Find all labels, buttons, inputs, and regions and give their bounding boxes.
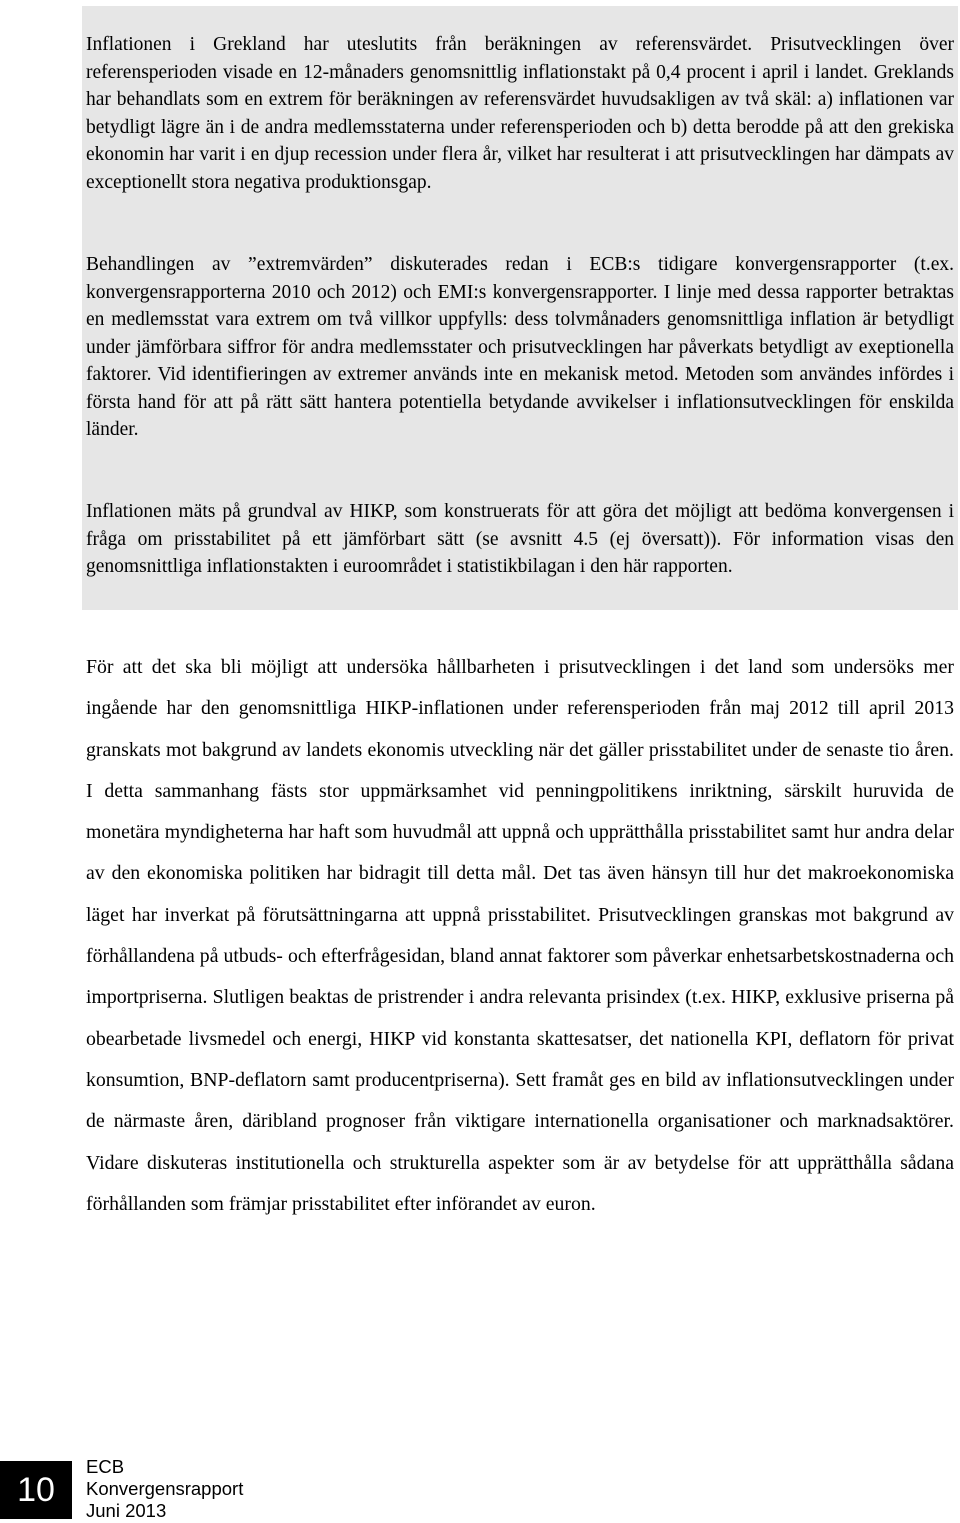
page-number-box — [0, 1461, 72, 1519]
footer-labels — [86, 1456, 243, 1522]
highlight-paragraph-greece: Inflationen i Grekland har uteslutits från beräkningen av referensvärdet. Prisutvecklingen över referensperioden visade en 12-månaders genomsnittlig inflationstakt på 0,4 procent i april i landet. Greklands har behandlats som en extrem för beräkningen av referensvärdet huvudsakligen av två skäl: a) inflationen var betydligt lägre än i de andra medlemsstaterna under referensperioden och b) detta berodde på att den grekiska ekonomin har varit i en djup recession under flera år, vilket har resulterat i att prisutvecklingen har dämpats av exceptionellt stora negativa produktionsgap. — [86, 34, 954, 193]
highlight-paragraph-outliers: Behandlingen av ”extremvärden” diskuterades redan i ECB:s tidigare konvergensrapporter (t.ex. konvergensrapporterna 2010 och 2012) och EMI:s konvergensrapporter. I linje med dessa rapporter betraktas en medlemsstat vara extrem om två villkor uppfylls: dess tolvmånaders genomsnittliga inflation är betydligt under jämförbara siffror för andra medlemsstater och prisutvecklingen har påverkats betydligt av exeptionella faktorer. Vid identifieringen av extremer används inte en mekanisk metod. Metoden som användes infördes i första hand för att på rätt sätt hantera potentiella betydande avvikelser i inflationsutvecklingen för enskilda länder. — [86, 254, 954, 440]
body-paragraph: För att det ska bli möjligt att undersöka hållbarheten i prisutvecklingen i det land som undersöks mer ingående har den genomsnittliga HIKP-inflationen under referensperioden från maj 2012 till april 2013 granskats mot bakgrund av landets ekonomis utveckling när det gäller prisstabilitet under de senaste tio åren. I detta sammanhang fästs stor uppmärksamhet vid penningpolitikens inriktning, särskilt huruvida de monetära myndigheterna har haft som huvudmål att uppnå och upprätthålla prisstabilitet samt hur andra delar av den ekonomiska politiken har bidragit till detta mål. Det tas även hänsyn till hur det makroekonomiska läget har inverkat på förutsättningarna att uppnå prisstabilitet. Prisutvecklingen granskas mot bakgrund av förhållandena på utbuds- och efterfrågesidan, bland annat faktorer som påverkar enhetsarbetskostnaderna och importpriserna. Slutligen beaktas de pristrender i andra relevanta prisindex (t.ex. HIKP, exklusive priserna på obearbetade livsmedel och energi, HIKP vid konstanta skattesatser, det nationella KPI, deflatorn för privat konsumtion, BNP-deflatorn samt producentpriserna). Sett framåt ges en bild av inflationsutvecklingen under de närmaste åren, däribland prognoser från viktigare internationella organisationer och marknadsaktörer. Vidare diskuteras institutionella och strukturella aspekter som är av betydelse för att upprätthålla sådana förhållanden som främjar prisstabilitet efter införandet av euron. — [86, 656, 954, 1215]
highlight-paragraph-hicp: Inflationen mäts på grundval av HIKP, som konstruerats för att göra det möjligt att bedöma konvergensen i fråga om prisstabilitet på ett jämförbart sätt (se avsnitt 4.5 (ej översatt)). För information visas den genomsnittliga inflationstakten i euroområdet i statistikbilagan i den här rapporten. — [86, 501, 954, 577]
footer-date: Juni 2013 — [86, 1500, 167, 1521]
footer-org: ECB — [86, 1456, 125, 1477]
footer-publication: Konvergensrapport — [86, 1478, 244, 1499]
page-number: 10 — [17, 1471, 55, 1509]
